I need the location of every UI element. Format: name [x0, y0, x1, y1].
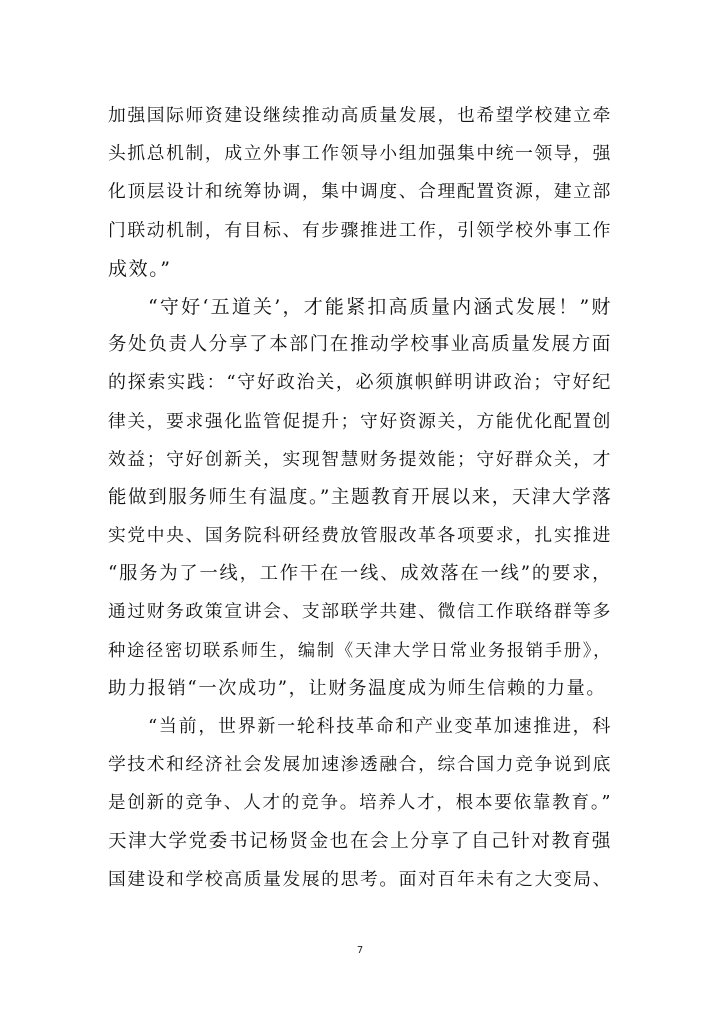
text-line: 助力报销“一次成功”，让财务温度成为师生信赖的力量。	[108, 677, 607, 699]
paragraph-1	[108, 97, 612, 288]
text-line: 门联动机制，有目标、有步骤推进工作，引领学校外事工作	[108, 220, 612, 241]
text-line: 国建设和学校高质量发展的思考。面对百年未有之大变局、	[108, 869, 612, 890]
text-line: 通过财务政策宣讲会、支部联学共建、微信工作联络群等多	[108, 602, 612, 623]
text-line: 实党中央、国务院科研经费放管服改革各项要求，扎实推进	[108, 526, 612, 547]
page-number: 7	[356, 945, 364, 956]
text-line: “守好‘五道关’，才能紧扣高质量内涵式发展！”财	[148, 295, 612, 318]
text-line: 化顶层设计和统筹协调，集中调度、合理配置资源，建立部	[108, 182, 612, 203]
text-line: 的探索实践：“守好政治关，必须旗帜鲜明讲政治；守好纪	[108, 372, 612, 394]
text-line: 能做到服务师生有温度。”主题教育开展以来，天津大学落	[108, 486, 613, 508]
text-line: 是创新的竞争、人才的竞争。培养人才，根本要依靠教育。”	[108, 793, 612, 814]
paragraph-3	[108, 708, 612, 899]
text-line: 成效。”	[108, 257, 172, 280]
text-line: 天津大学党委书记杨贤金也在会上分享了自己针对教育强	[108, 830, 612, 852]
text-line: 务处负责人分享了本部门在推动学校事业高质量发展方面	[108, 334, 612, 356]
text-line: 加强国际师资建设继续推动高质量发展，也希望学校建立牵	[108, 106, 612, 126]
document-body	[108, 97, 612, 899]
text-line: 头抓总机制，成立外事工作领导小组加强集中统一领导，强	[108, 144, 612, 165]
text-line: 效益；守好创新关，实现智慧财务提效能；守好群众关，才	[108, 449, 612, 470]
paragraph-2	[108, 288, 612, 708]
text-line: 学技术和经济社会发展加速渗透融合，综合国力竞争说到底	[108, 755, 612, 776]
text-line: “当前，世界新一轮科技革命和产业变革加速推进，科	[148, 716, 612, 737]
text-line: “服务为了一线，工作干在一线、成效落在一线”的要求，	[108, 563, 612, 585]
text-line: 律关，要求强化监管促提升；守好资源关，方能优化配置创	[108, 411, 612, 432]
text-line: 种途径密切联系师生，编制《天津大学日常业务报销手册》，	[108, 640, 612, 661]
